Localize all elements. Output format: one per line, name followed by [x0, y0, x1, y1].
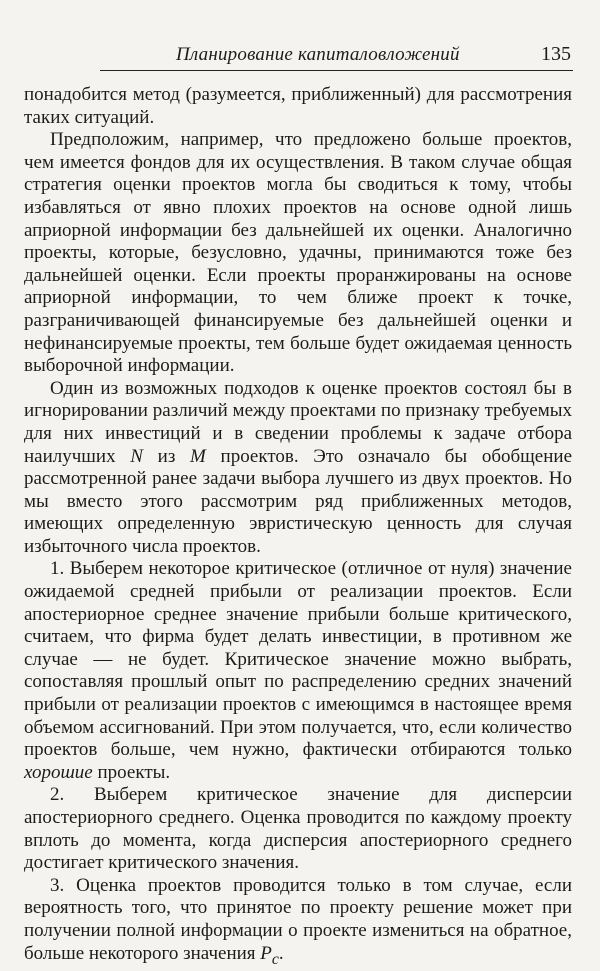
paragraph — [24, 129, 572, 378]
paragraph-continuation — [24, 84, 572, 129]
paragraph-text: . — [278, 942, 284, 964]
paragraph-text: понадобится метод (разумеется, приближенный) для рассмотрения таких ситуаций. — [24, 84, 572, 128]
paragraph-text: проекты. — [92, 761, 171, 783]
list-item-3 — [24, 875, 572, 971]
page-header — [100, 40, 573, 71]
paragraph-text: Один из возможных подходов к оценке проектов состоял бы в игнорировании различий между проектами по признаку требуемых для них инвестиций и в сведении проблемы к задаче отбора наилучших — [24, 377, 572, 467]
paragraph-text: 1. Выберем некоторое критическое (отличное от нуля) значение ожидаемой средней прибыли от реализации проектов. Если апостериорное среднее значение прибыли больше критического, считаем, что фирма будет делать инвестиции, в противном же случае — не будет. Критическое значение можно выбрать, сопоставляя прошлый опыт по распределению средних значений прибыли от реализации проектов с имеющимся в настоящее время объемом ассигнований. При этом получается, что, если количество проектов больше, чем нужно, фактически отбираются только — [24, 558, 572, 761]
variable-n: N — [130, 445, 143, 467]
page-number: 135 — [541, 43, 571, 65]
paragraph-text: 2. Выберем критическое значение для дисперсии апостериорного среднего. Оценка проводится по каждому проекту вплоть до момента, когда дисперсия апостериорного среднего достигает критического значения. — [24, 784, 572, 874]
body-text — [24, 84, 572, 971]
emphasis: хорошие — [24, 761, 93, 783]
paragraph-text: из — [142, 445, 191, 467]
paragraph-text: 3. Оценка проектов проводится только в том случае, если вероятность того, что принятое по проекту решение может при получении полной информации о проекте измениться на обратное, больше некоторого значения — [24, 874, 572, 964]
list-item-2 — [24, 784, 572, 874]
running-title: Планирование капиталовложений — [176, 44, 460, 65]
list-item-1 — [24, 558, 572, 784]
symbol-subscript: c — [271, 950, 279, 968]
symbol-p: P — [260, 942, 272, 964]
variable-m: M — [190, 445, 206, 467]
paragraph-text: проектов. Это означало бы обобщение рассмотренной ранее задачи выбора лучшего из двух проектов. Но мы вместо этого рассмотрим ряд приближенных методов, имеющих определенную эвристическую ценность для случая избыточного числа проектов. — [24, 445, 572, 557]
symbol-pc — [260, 942, 279, 968]
paragraph-text: Предположим, например, что предложено больше проектов, чем имеется фондов для их осуществления. В таком случае общая стратегия оценки проектов могла бы сводиться к тому, чтобы избавляться от явно плохих проектов на основе одной лишь априорной информации без дальнейшей их оценки. Аналогично проекты, которые, безусловно, удачны, принимаются тоже без дальнейшей оценки. Если проекты проранжированы на основе априорной информации, то чем ближе проект к точке, разграничивающей финансируемые без дальнейшей оценки и нефинансируемые проекты, тем больше будет ожидаемая ценность выборочной информации. — [24, 129, 572, 377]
paragraph — [24, 378, 572, 559]
